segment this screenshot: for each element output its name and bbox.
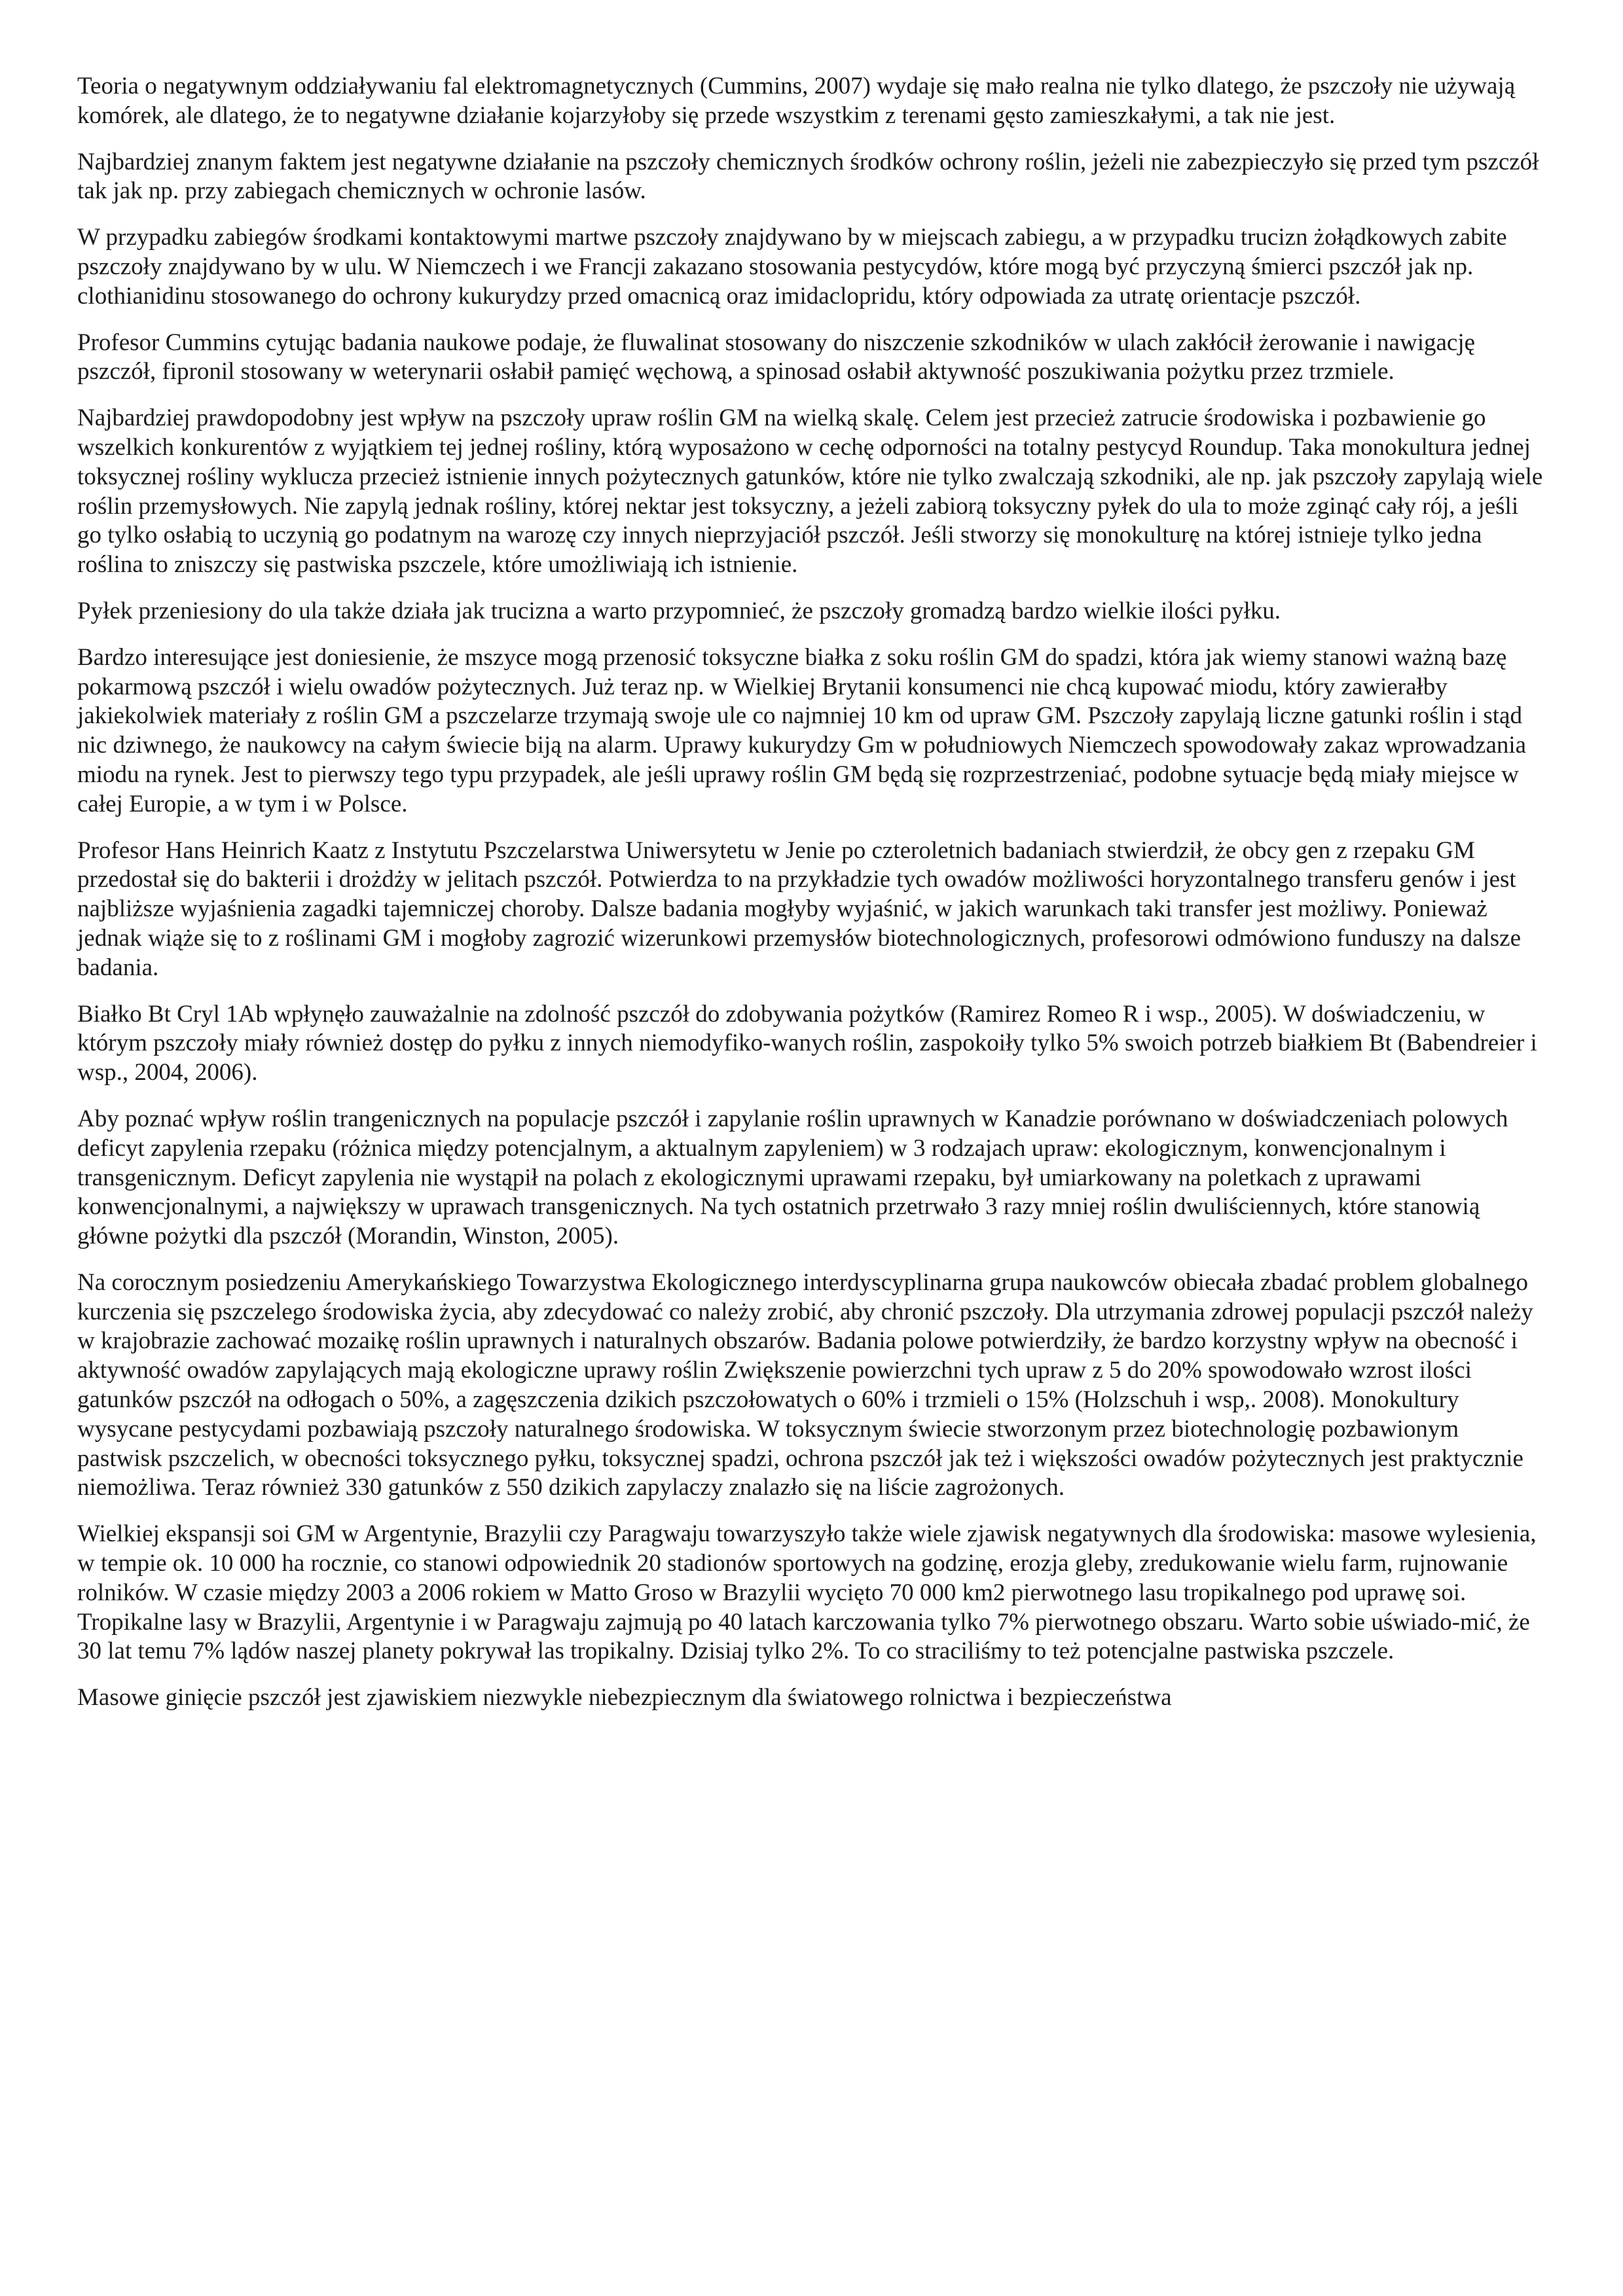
paragraph: Masowe ginięcie pszczół jest zjawiskiem niezwykle niebezpiecznym dla światowego rolnictwa i bezpieczeństwa — [77, 1684, 1172, 1712]
paragraph: Najbardziej znanym faktem jest negatywne działanie na pszczoły chemicznych środków ochrony roślin, jeżeli nie zabezpieczyło się przed tym pszczół tak jak np. przy zabiegach chemicznych w ochronie lasów. — [77, 148, 1539, 205]
paragraph: Na corocznym posiedzeniu Amerykańskiego Towarzystwa Ekologicznego interdyscyplinarna grupa naukowców obiecała zbadać problem globalnego kurczenia się pszczelego środowiska życia, aby zdecydować co należy zrobić, aby chronić pszczoły. Dla utrzymania zdrowej populacji pszczół należy w krajobrazie zachować mozaikę roślin uprawnych i naturalnych obszarów. Badania polowe potwierdziły, że bardzo korzystny wpływ na obecność i aktywność owadów zapylających mają ekologiczne uprawy roślin Zwiększenie powierzchni tych upraw z 5 do 20% spowodowało wzrost ilości gatunków pszczół na odłogach o 50%, a zagęszczenia dzikich pszczołowatych o 60% i trzmieli o 15% (Holzschuh i wsp,. 2008). Monokultury wysycane pestycydami pozbawiają pszczoły naturalnego środowiska. W toksycznym świecie stworzonym przez biotechnologię pozbawionym pastwisk pszczelich, w obecności toksycznego pyłku, toksycznej spadzi, ochrona pszczół jak też i większości owadów pożytecznych jest praktycznie niemożliwa. Teraz również 330 gatunków z 550 dzikich zapylaczy znalazło się na liście zagrożonych. — [77, 1268, 1533, 1501]
paragraph: Aby poznać wpływ roślin trangenicznych na populacje pszczół i zapylanie roślin uprawnych w Kanadzie porównano w doświadczeniach polowych deficyt zapylenia rzepaku (różnica między potencjalnym, a aktualnym zapyleniem) w 3 rodzajach upraw: ekologicznym, konwencjonalnym i transgenicznym. Deficyt zapylenia nie wystąpił na polach z ekologicznymi uprawami rzepaku, był umiarkowany na poletkach z uprawami konwencjonalnymi, a największy w uprawach transgenicznych. Na tych ostatnich przetrwało 3 razy mniej roślin dwuliściennych, które stanowią główne pożytki dla pszczół (Morandin, Winston, 2005). — [77, 1105, 1508, 1250]
paragraph: Białko Bt Cryl 1Ab wpłynęło zauważalnie na zdolność pszczół do zdobywania pożytków (Ramirez Romeo R i wsp., 2005). W doświadczeniu, w którym pszczoły miały również dostęp do pyłku z innych niemodyfiko-wanych roślin, zaspokoiły tylko 5% swoich potrzeb białkiem Bt (Babendreier i wsp., 2004, 2006). — [77, 1000, 1537, 1086]
document-page — [77, 72, 1547, 1730]
paragraph: Wielkiej ekspansji soi GM w Argentynie, Brazylii czy Paragwaju towarzyszyło także wiele zjawisk negatywnych dla środowiska: masowe wylesienia, w tempie ok. 10 000 ha rocznie, co stanowi odpowiednik 20 stadionów sportowych na godzinę, erozja gleby, zredukowanie wielu farm, rujnowanie rolników. W czasie między 2003 a 2006 rokiem w Matto Groso w Brazylii wycięto 70 000 km2 pierwotnego lasu tropikalnego pod uprawę soi. Tropikalne lasy w Brazylii, Argentynie i w Paragwaju zajmują po 40 latach karczowania tylko 7% pierwotnego obszaru. Warto sobie uświado-mić, że 30 lat temu 7% lądów naszej planety pokrywał las tropikalny. Dzisiaj tylko 2%. To co straciliśmy to też potencjalne pastwiska pszczele. — [77, 1520, 1537, 1665]
paragraph: Profesor Hans Heinrich Kaatz z Instytutu Pszczelarstwa Uniwersytetu w Jenie po czteroletnich badaniach stwierdził, że obcy gen z rzepaku GM przedostał się do bakterii i drożdży w jelitach pszczół. Potwierdza to na przykładzie tych owadów możliwości horyzontalnego transferu genów i jest najbliższe wyjaśnienia zagadki tajemniczej choroby. Dalsze badania mogłyby wyjaśnić, w jakich warunkach taki transfer jest możliwy. Ponieważ jednak wiąże się to z roślinami GM i mogłoby zagrozić wizerunkowi przemysłów biotechnologicznych, profesorowi odmówiono funduszy na dalsze badania. — [77, 836, 1522, 981]
paragraph: Profesor Cummins cytując badania naukowe podaje, że fluwalinat stosowany do niszczenie szkodników w ulach zakłócił żerowanie i nawigację pszczół, fipronil stosowany w weterynarii osłabił pamięć węchową, a spinosad osłabił aktywność poszukiwania pożytku przez trzmiele. — [77, 329, 1476, 386]
paragraph: Bardzo interesujące jest doniesienie, że mszyce mogą przenosić toksyczne białka z soku roślin GM do spadzi, która jak wiemy stanowi ważną bazę pokarmową pszczół i wielu owadów pożytecznych. Już teraz np. w Wielkiej Brytanii konsumenci nie chcą kupować miodu, który zawierałby jakiekolwiek materiały z roślin GM a pszczelarze trzymają swoje ule co najmniej 10 km od upraw GM. Pszczoły zapylają liczne gatunki roślin i stąd nic dziwnego, że naukowcy na całym świecie biją na alarm. Uprawy kukurydzy Gm w południowych Niemczech spowodowały zakaz wprowadzania miodu na rynek. Jest to pierwszy tego typu przypadek, ale jeśli uprawy roślin GM będą się rozprzestrzeniać, podobne sytuacje będą miały miejsce w całej Europie, a w tym i w Polsce. — [77, 643, 1527, 817]
paragraph: W przypadku zabiegów środkami kontaktowymi martwe pszczoły znajdywano by w miejscach zabiegu, a w przypadku trucizn żołądkowych zabite pszczoły znajdywano by w ulu. W Niemczech i we Francji zakazano stosowania pestycydów, które mogą być przyczyną śmierci pszczół jak np. clothianidinu stosowanego do ochrony kukurydzy przed omacnicą oraz imidaclopridu, który odpowiada za utratę orientacje pszczół. — [77, 224, 1507, 310]
paragraph: Teoria o negatywnym oddziaływaniu fal elektromagnetycznych (Cummins, 2007) wydaje się mało realna nie tylko dlatego, że pszczoły nie używają komórek, ale dlatego, że to negatywne działanie kojarzyłoby się przede wszystkim z terenami gęsto zamieszkałymi, a tak nie jest. — [77, 73, 1516, 129]
paragraph: Pyłek przeniesiony do ula także działa jak trucizna a warto przypomnieć, że pszczoły gromadzą bardzo wielkie ilości pyłku. — [77, 597, 1281, 624]
paragraph: Najbardziej prawdopodobny jest wpływ na pszczoły upraw roślin GM na wielką skalę. Celem jest przecież zatrucie środowiska i pozbawienie go wszelkich konkurentów z wyjątkiem tej jednej rośliny, którą wyposażono w cechę odporności na totalny pestycyd Roundup. Taka monokultura jednej toksycznej rośliny wyklucza przecież istnienie innych pożytecznych gatunków, które nie tylko zwalczają szkodniki, ale np. jak pszczoły zapylają wiele roślin przemysłowych. Nie zapylą jednak rośliny, której nektar jest toksyczny, a jeżeli zabiorą toksyczny pyłek do ula to może zginąć cały rój, a jeśli go tylko osłabią to uczynią go podatnym na warozę czy innych nieprzyjaciół pszczół. Jeśli stworzy się monokulturę na której istnieje tylko jedna roślina to zniszczy się pastwiska pszczele, które umożliwiają ich istnienie. — [77, 404, 1543, 579]
